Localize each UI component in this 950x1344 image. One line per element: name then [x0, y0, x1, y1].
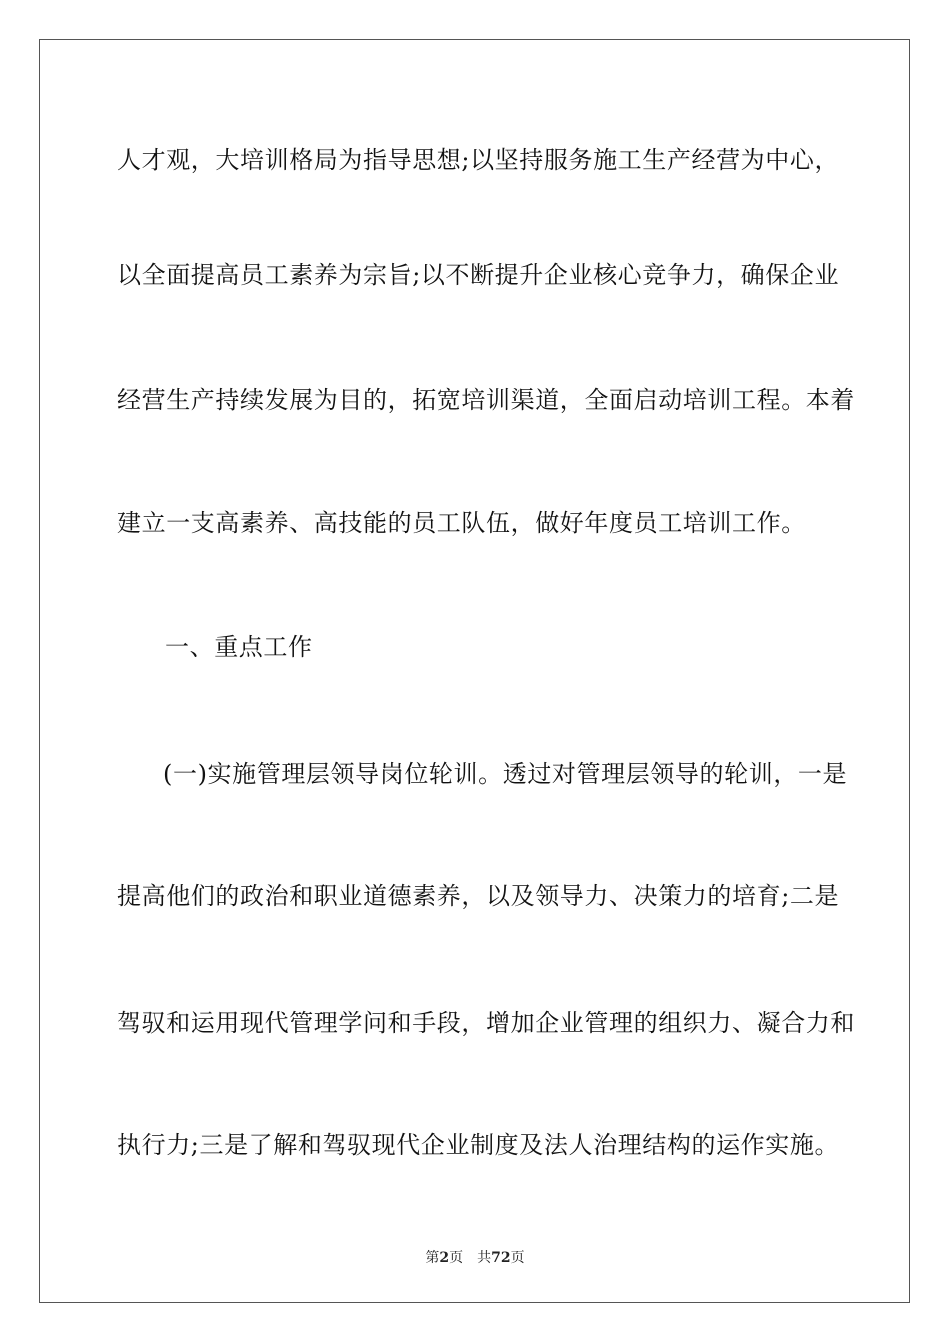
- total-prefix: 共: [477, 1250, 492, 1266]
- item-text-line: (一)实施管理层领导岗位轮训。透过对管理层领导的轮训，一是: [163, 760, 848, 788]
- total-pages: 72: [491, 1250, 511, 1266]
- item-text-line: 驾驭和运用现代管理学问和手段，增加企业管理的组织力、凝合力和: [117, 1009, 855, 1037]
- page-border: [39, 39, 910, 1303]
- page-suffix: 页: [449, 1250, 464, 1266]
- page-number: 2: [439, 1250, 450, 1266]
- page-footer: [0, 1249, 950, 1267]
- total-suffix: 页: [510, 1250, 525, 1266]
- item-text-line: 提高他们的政治和职业道德素养，以及领导力、决策力的培育;二是: [117, 882, 840, 910]
- item-text-line: 执行力;三是了解和驾驭现代企业制度及法人治理结构的运作实施。: [117, 1131, 840, 1159]
- section-heading: 一、重点工作: [165, 633, 313, 661]
- body-text-line: 经营生产持续发展为目的，拓宽培训渠道，全面启动培训工程。本着: [117, 386, 855, 414]
- body-text-line: 以全面提高员工素养为宗旨;以不断提升企业核心竞争力，确保企业: [117, 261, 840, 289]
- body-text-line: 建立一支高素养、高技能的员工队伍，做好年度员工培训工作。: [117, 509, 806, 537]
- body-text-line: 人才观，大培训格局为指导思想;以坚持服务施工生产经营为中心，: [117, 146, 840, 174]
- page-prefix: 第: [425, 1250, 440, 1266]
